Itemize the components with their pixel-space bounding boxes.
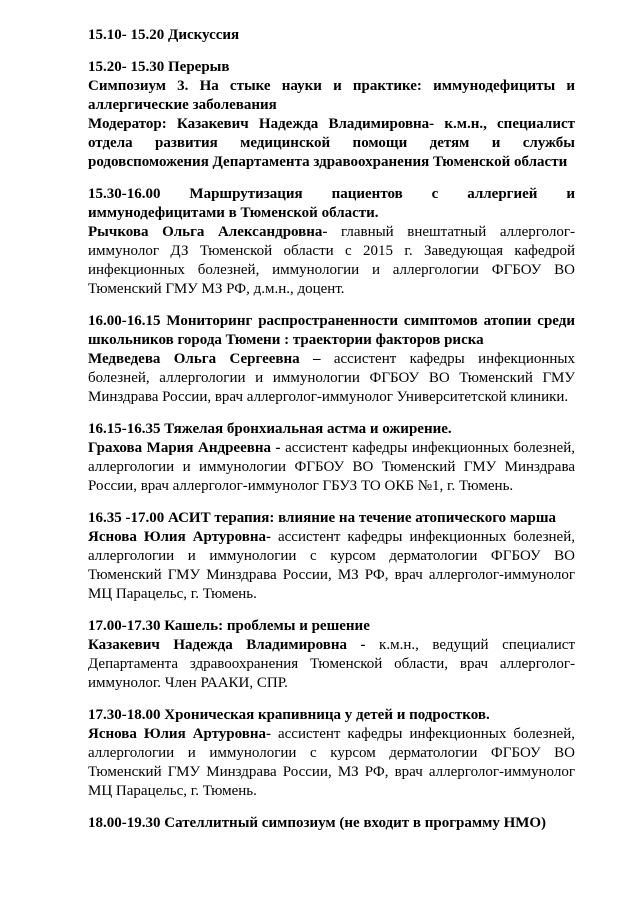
text-run: ассистент кафедры инфекционных болезней, аллергологии и иммунологии с курсом дерматологии ФГБОУ ВО Тюменский ГМУ Минздрава России, МЗ РФ, врач аллерголог-иммунолог МЦ Парацельс, г. Тюмень. xyxy=(88,529,575,602)
section-talk-1615-asthma xyxy=(88,420,575,496)
text-run: к.м.н., ведущий специалист Департамента здравоохранения Тюменской области, врач аллерголог-иммунолог. Член РААКИ, СПР. xyxy=(88,637,575,691)
bold-text-run: 15.20- 15.30 Перерыв xyxy=(88,59,230,75)
text-run: главный внештатный аллерголог-иммунолог ДЗ Тюменской области с 2015 г. Заведующая кафедрой инфекционных болезней, иммунологии и аллергологии ФГБОУ ВО Тюменский ГМУ МЗ РФ, д.м.н., доцент. xyxy=(88,224,575,297)
paragraph xyxy=(88,420,575,439)
bold-text-run: 15.30-16.00 Маршрутизация пациентов с аллергией и иммунодефицитами в Тюменской области. xyxy=(88,186,575,221)
paragraph xyxy=(88,77,575,115)
paragraph xyxy=(88,115,575,172)
paragraph xyxy=(88,185,575,223)
bold-text-run: 17.30-18.00 Хроническая крапивница у детей и подростков. xyxy=(88,707,490,723)
bold-text-run: Казакевич Надежда Владимировна - xyxy=(88,637,366,653)
paragraph xyxy=(88,636,575,693)
section-talk-1530-routing xyxy=(88,185,575,299)
paragraph xyxy=(88,223,575,299)
section-satellite-symposium-1800 xyxy=(88,814,575,833)
paragraph xyxy=(88,617,575,636)
paragraph xyxy=(88,312,575,350)
paragraph xyxy=(88,725,575,801)
section-talk-1700-cough xyxy=(88,617,575,693)
paragraph xyxy=(88,26,575,45)
bold-text-run: Модератор: Казакевич Надежда Владимировна- к.м.н., специалист отдела развития медицинской помощи детям и службы родовспоможения Департамента здравоохранения Тюменской области xyxy=(88,116,575,170)
paragraph xyxy=(88,58,575,77)
bold-text-run: 18.00-19.30 Сателлитный симпозиум (не входит в программу НМО) xyxy=(88,815,547,831)
section-discussion-1510 xyxy=(88,26,575,45)
bold-text-run: 16.35 -17.00 АСИТ терапия: влияние на течение атопического марша xyxy=(88,510,557,526)
bold-text-run: 15.10- 15.20 Дискуссия xyxy=(88,27,240,43)
paragraph xyxy=(88,439,575,496)
bold-text-run: 16.15-16.35 Тяжелая бронхиальная астма и ожирение. xyxy=(88,421,452,437)
bold-text-run: Симпозиум 3. На стыке науки и практике: иммунодефициты и аллергические заболевания xyxy=(88,78,575,113)
bold-text-run: Рычкова Ольга Александровна- xyxy=(88,224,328,240)
text-run: ассистент кафедры инфекционных болезней, аллергологии и иммунологии с курсом дерматологии ФГБОУ ВО Тюменский ГМУ Минздрава России, МЗ РФ, врач аллерголог-иммунолог МЦ Парацельс, г. Тюмень. xyxy=(88,726,575,799)
bold-text-run: Яснова Юлия Артуровна- xyxy=(88,529,272,545)
bold-text-run: 17.00-17.30 Кашель: проблемы и решение xyxy=(88,618,370,634)
text-run: ассистент кафедры инфекционных болезней, аллергологии и иммунологии ФГБОУ ВО Тюменский ГМУ Минздрава России, врач аллерголог-иммунолог Университетской клиники. xyxy=(88,351,575,405)
section-talk-1730-urticaria xyxy=(88,706,575,801)
bold-text-run: Медведева Ольга Сергеевна – xyxy=(88,351,321,367)
paragraph xyxy=(88,350,575,407)
section-break-and-symposium-3 xyxy=(88,58,575,172)
bold-text-run: 16.00-16.15 Мониторинг распространенности симптомов атопии среди школьников города Тюмени : траектории факторов риска xyxy=(88,313,575,348)
section-talk-1600-monitoring xyxy=(88,312,575,407)
paragraph xyxy=(88,814,575,833)
paragraph xyxy=(88,706,575,725)
paragraph xyxy=(88,528,575,604)
paragraph xyxy=(88,509,575,528)
bold-text-run: Яснова Юлия Артуровна- xyxy=(88,726,272,742)
text-run: ассистент кафедры инфекционных болезней, аллергологии и иммунологии ФГБОУ ВО Тюменский ГМУ Минздрава России, врач аллерголог-иммунолог ГБУЗ ТО ОКБ №1, г. Тюмень. xyxy=(88,440,575,494)
section-talk-1635-asit xyxy=(88,509,575,604)
bold-text-run: Грахова Мария Андреевна - xyxy=(88,440,281,456)
